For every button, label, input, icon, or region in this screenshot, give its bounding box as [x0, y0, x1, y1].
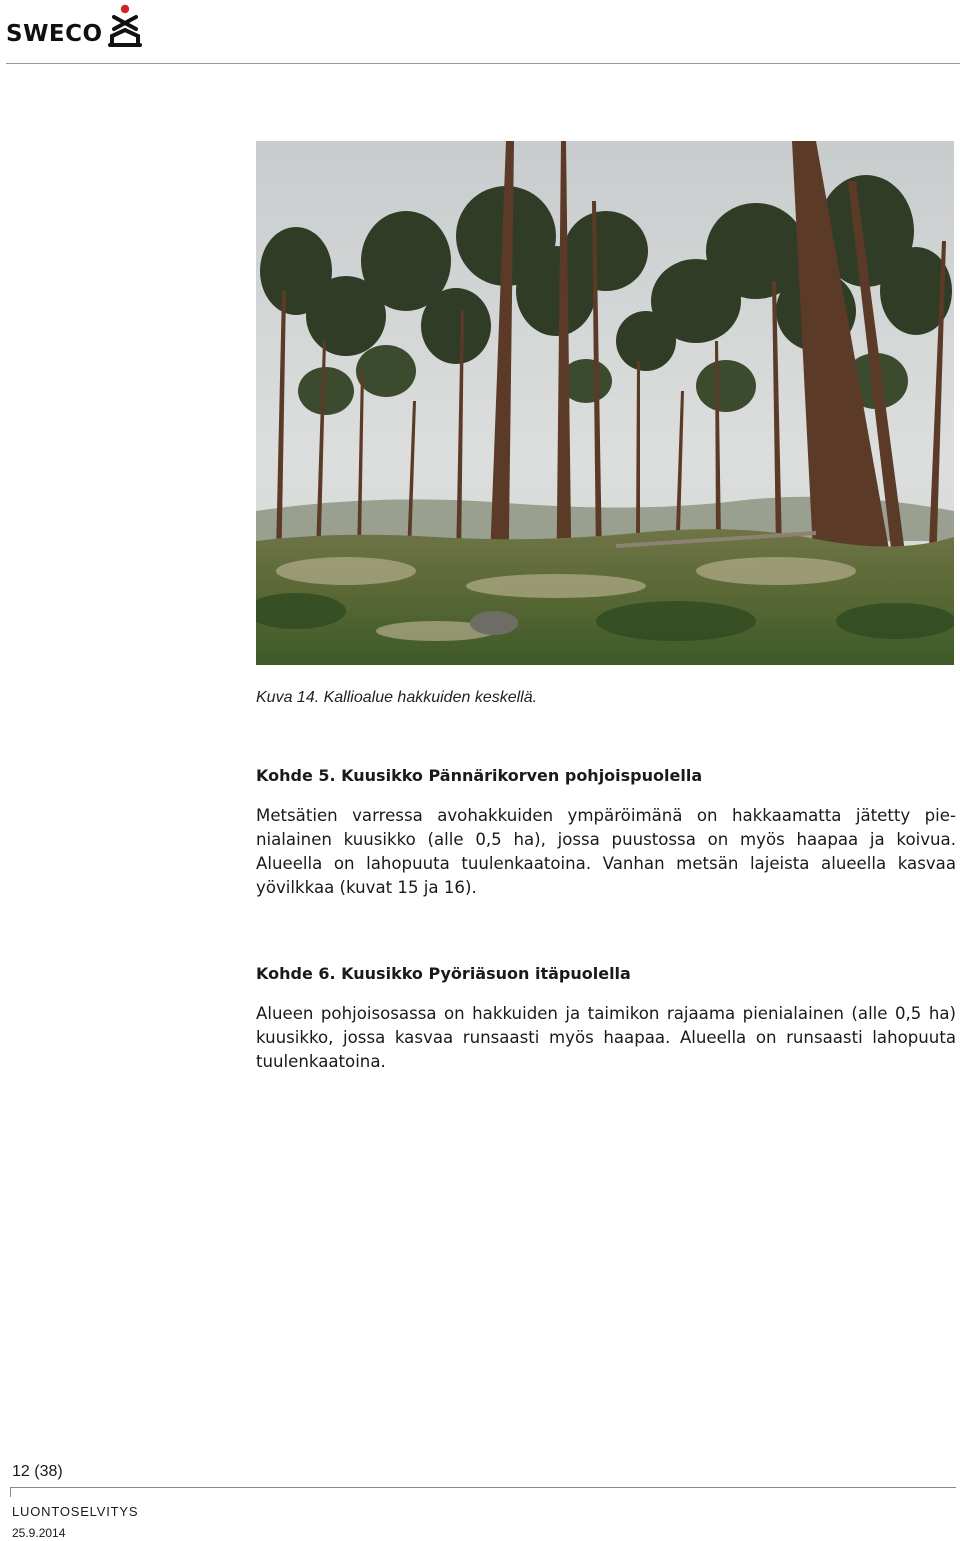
footer-divider-tick [10, 1487, 11, 1497]
section-body-kohde-6: Alueen pohjoisosassa on hakkuiden ja taimikon rajaama pienialainen (alle 0,5 ha) kuusikko, jossa kasvaa runsaasti myös haapaa. Alueella on runsaasti lahopuuta tuulenkaatoina. [256, 1004, 956, 1071]
main-content [256, 764, 956, 1074]
sweco-logo [6, 4, 142, 48]
document-date: 25.9.2014 [12, 1526, 66, 1540]
figure-caption: Kuva 14. Kallioalue hakkuiden keskellä. [256, 689, 538, 706]
sweco-figure-icon [108, 4, 142, 48]
logo-text: SWECO [6, 21, 103, 47]
forest-photo [256, 141, 954, 665]
header-divider [6, 63, 960, 64]
section-heading-kohde-5: Kohde 5. Kuusikko Pännärikorven pohjoispuolella [256, 766, 703, 785]
section-body-kohde-5: Metsätien varressa avohakkuiden ympäröimänä on hakkaamatta jätetty pienialainen kuusikko (alle 0,5 ha), jossa puustossa on myös haapaa ja koivua. Alueella on lahopuuta tuulenkaatoina. Vanhan metsän lajeista alueella kasvaa yövilkkaa (kuvat 15 ja 16). [256, 806, 956, 897]
footer-divider [10, 1487, 956, 1488]
page-number: 12 (38) [12, 1463, 63, 1480]
section-heading-kohde-6: Kohde 6. Kuusikko Pyöriäsuon itäpuolella [256, 964, 631, 983]
document-title: LUONTOSELVITYS [12, 1504, 139, 1519]
